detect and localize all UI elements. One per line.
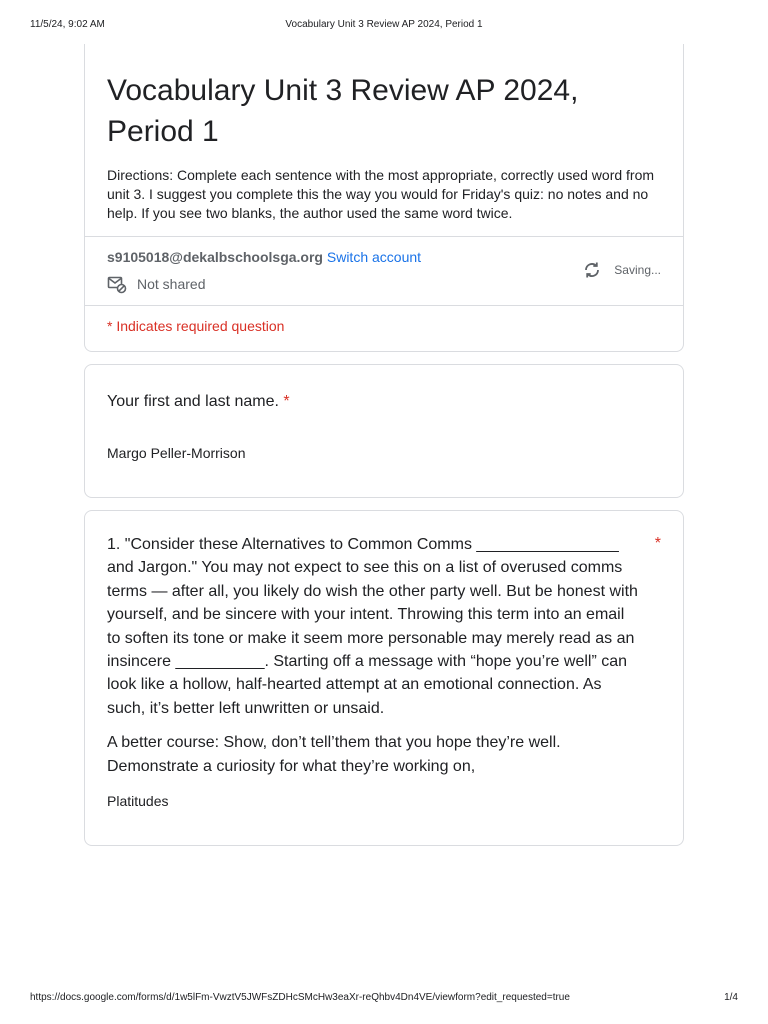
print-header <box>0 19 768 33</box>
account-divider <box>85 305 683 306</box>
answer-text[interactable]: Margo Peller-Morrison <box>107 445 246 461</box>
print-page-title: Vocabulary Unit 3 Review AP 2024, Period 1 <box>285 19 483 30</box>
account-row <box>107 248 421 266</box>
required-marker: * <box>654 535 661 552</box>
sync-icon <box>582 260 602 280</box>
sharing-status <box>107 274 205 294</box>
print-url: https://docs.google.com/forms/d/1w5lFm-VwztV5JWFsZDHcSMcHw3eaXr-reQhbv4Dn4VE/viewform?edit_requested=true <box>30 992 570 1003</box>
answer-text[interactable]: Platitudes <box>107 793 169 809</box>
mail-blocked-icon <box>107 274 127 294</box>
print-footer <box>0 992 768 1006</box>
question-paragraph-2: A better course: Show, don’t tell’them that you hope they’re well. Demonstrate a curiosity for what they’re working on, <box>107 734 561 775</box>
account-email: s9105018@dekalbschoolsga.org <box>107 249 323 265</box>
header-divider <box>85 236 683 237</box>
question-card-name <box>84 364 684 498</box>
question-title-text: Your first and last name. <box>107 393 279 410</box>
form-description: Directions: Complete each sentence with the most appropriate, correctly used word from unit 3. I suggest you complete this the way you would for Friday's quiz: no notes and no help. If you see two blanks, the author used the same word twice. <box>107 167 655 221</box>
question-prompt <box>107 533 639 789</box>
required-marker: * <box>283 393 290 410</box>
required-note: * Indicates required question <box>107 318 285 334</box>
print-page-number: 1/4 <box>724 992 738 1003</box>
switch-account-link[interactable]: Switch account <box>326 249 422 265</box>
question-title <box>107 391 290 413</box>
question-card-1 <box>84 510 684 846</box>
question-paragraph-1: 1. "Consider these Alternatives to Common Comms ________________ and Jargon." You may not expect to see this on a list of overused comms terms — after all, you likely do wish the other party well. But be honest with yourself, and be sincere with your intent. Throwing this term into an email to soften its tone or make it seem more personable may merely read as an insincere __________. Starting off a message with “hope you’re well” can look like a hollow, half-hearted attempt at an emotional connection. As such, it’s better left unwritten or unsaid. <box>107 536 638 717</box>
form-title: Vocabulary Unit 3 Review AP 2024, Period 1 <box>107 74 579 148</box>
form-header-card <box>84 44 684 352</box>
saving-status <box>582 260 661 280</box>
print-datetime: 11/5/24, 9:02 AM <box>30 19 105 30</box>
sharing-status-label: Not shared <box>137 276 206 292</box>
saving-status-label: Saving... <box>614 263 661 277</box>
